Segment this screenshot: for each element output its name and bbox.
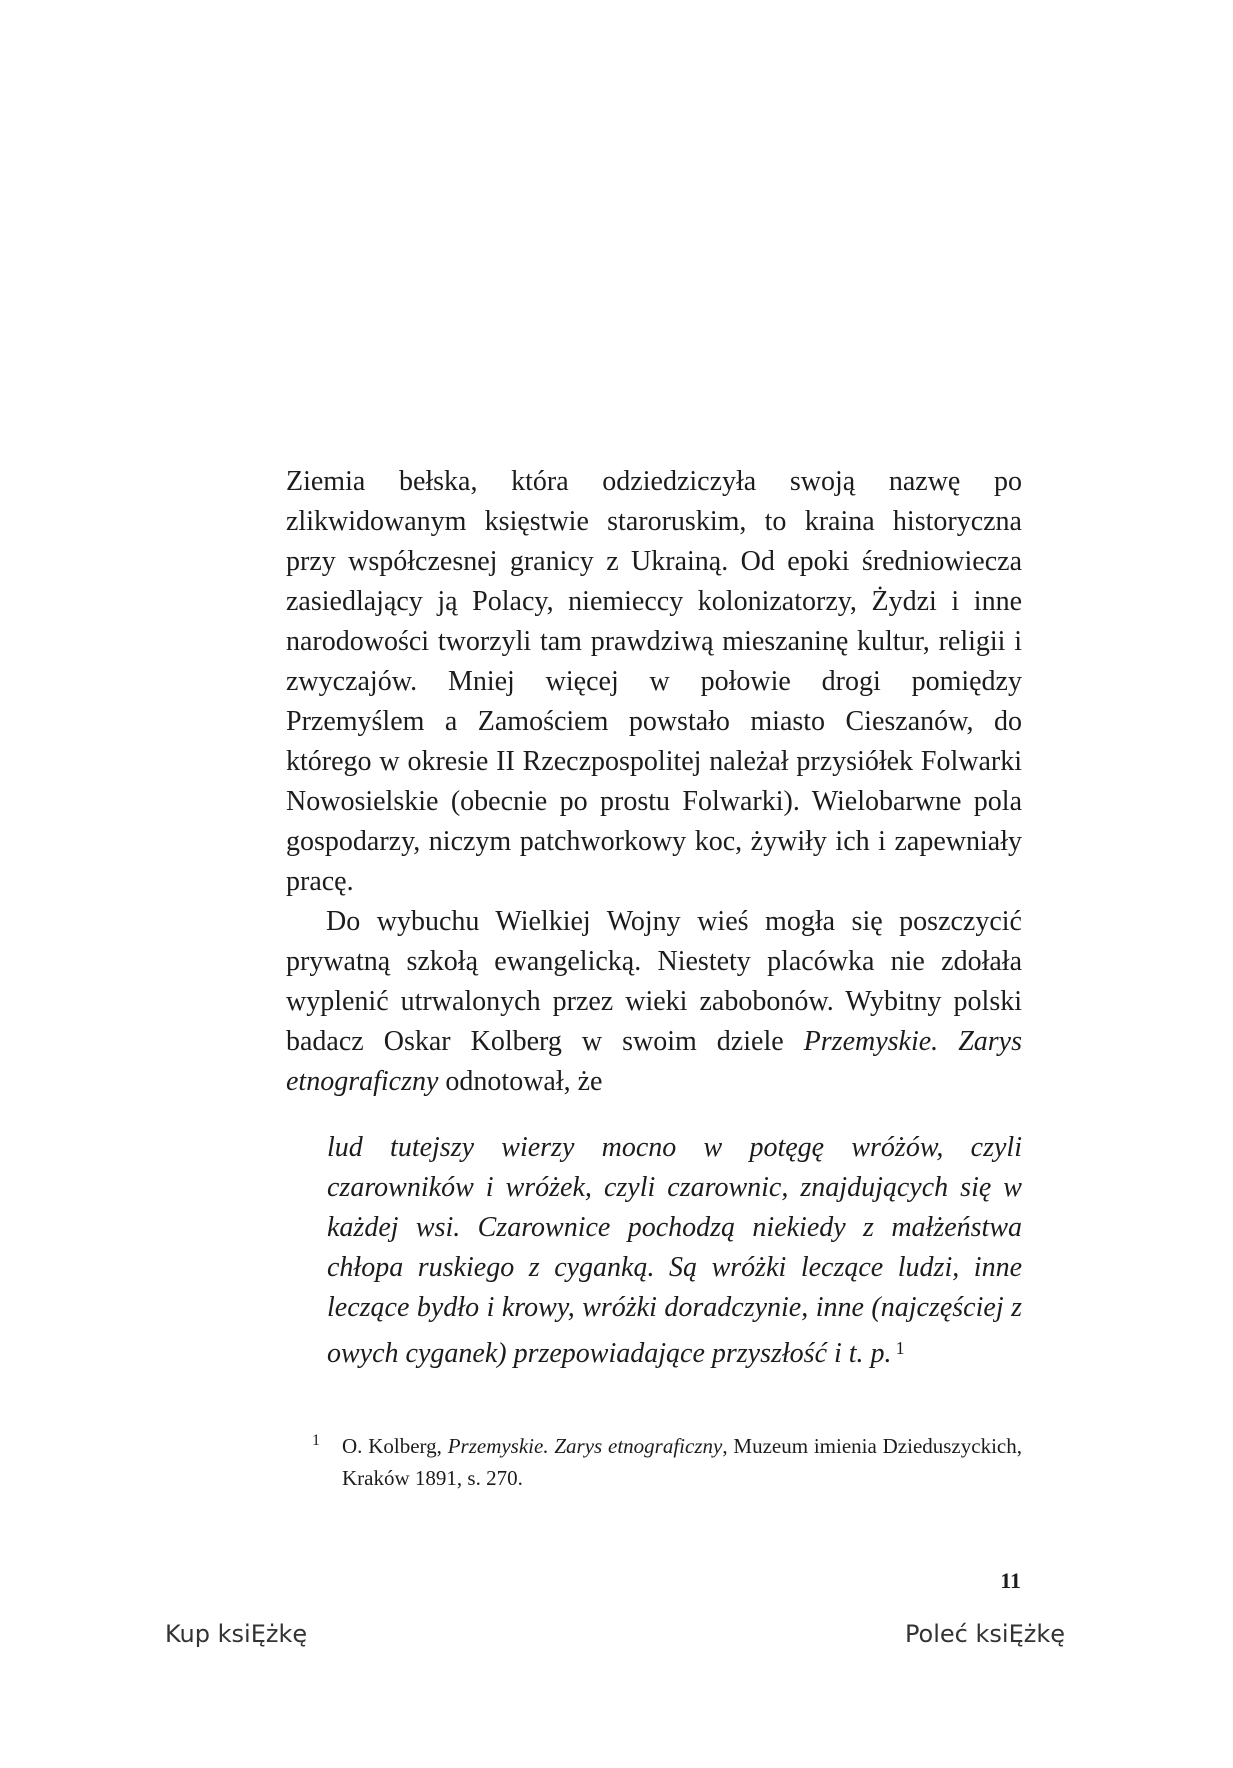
paragraph-1: Ziemia bełska, która odziedziczyła swoją nazwę po zlikwidowanym księstwie staroruskim, to kraina historyczna przy współczesnej granicy z Ukrainą. Od epoki średniowiecza zasiedlający ją Polacy, niemieccy kolonizatorzy, Żydzi i inne narodowości tworzyli tam prawdziwą mieszaninę kultur, religii i zwyczajów. Mniej więcej w połowie drogi pomiędzy Przemyślem a Zamościem powstało miasto Cieszanów, do którego w okresie II Rzeczpospolitej należał przysiółek Folwarki Nowosielskie (obecnie po prostu Folwarki). Wielobarwne pola gospodarzy, niczym patchworkowy koc, żywiły ich i zapewniały pracę. (286, 466, 1022, 897)
block-quote (327, 1128, 1022, 1374)
footnote-rest: , Muzeum imienia Dzieduszyckich, Kraków 1891, s. 270. (342, 1434, 1022, 1490)
quote-text: lud tutejszy wierzy mocno w potęgę wróżów, czyli czarowników i wróżek, czyli czarownic, znajdujących się w każdej wsi. Czarownice pochodzą niekiedy z małżeństwa chłopa ruskiego z cyganką. Są wróżki leczące ludzi, inne leczące bydło i krowy, wróżki doradczynie, inne (najczęściej z owych cyganek) przepowiadające przyszłość i t. p. (327, 1132, 1022, 1369)
paragraph-2-text-b: odnotował, że (438, 1066, 603, 1097)
page-number: 11 (1000, 1568, 1021, 1593)
footnote (312, 1430, 1022, 1494)
book-title: Przemyskie. Zarys etnograficzny (286, 1026, 1022, 1097)
footnote-number: 1 (312, 1432, 320, 1449)
paragraph-2-text-a: Do wybuchu Wielkiej Wojny wieś mogła się poszczycić prywatną szkołą ewangelicką. Niestety placówka nie zdołała wyplenić utrwalonych przez wieki zabobonów. Wybitny polski badacz Oskar Kolberg w swoim dziele (286, 906, 1022, 1057)
footnote-text (334, 1430, 1022, 1494)
recommend-book-link[interactable]: Poleć ksiĘżkę (904, 1620, 1065, 1648)
buy-book-link[interactable]: Kup ksiĘżkę (165, 1620, 308, 1648)
paragraph-2 (286, 902, 1022, 1102)
main-text (286, 462, 1022, 1102)
footnote-author: O. Kolberg, (342, 1434, 448, 1458)
footnote-reference[interactable]: 1 (895, 1338, 905, 1358)
footnote-title: Przemyskie. Zarys etnograficzny (447, 1434, 723, 1458)
